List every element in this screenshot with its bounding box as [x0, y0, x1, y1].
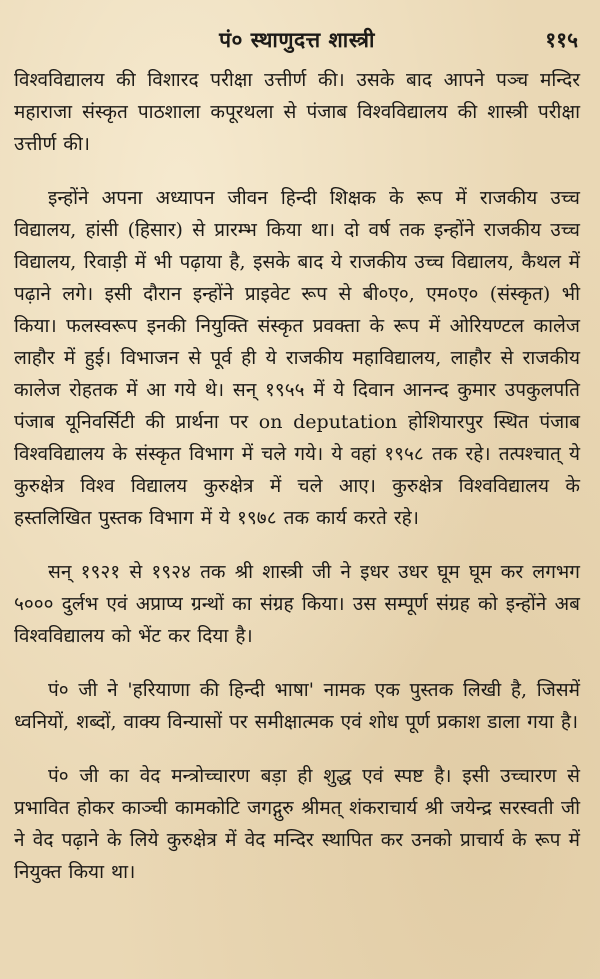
- page-number: ११५: [545, 27, 578, 52]
- running-head: पं० स्थाणुदत्त शास्त्री: [219, 27, 375, 52]
- body-text: [14, 64, 580, 888]
- paragraph-book: पं० जी ने 'हरियाणा की हिन्दी भाषा' नामक एक पुस्तक लिखी है, जिसमें ध्वनियों, शब्दों, वाक्य विन्यासों पर समीक्षात्मक एवं शोध पूर्ण प्रकाश डाला गया है।: [14, 679, 580, 733]
- paragraph-career: इन्होंने अपना अध्यापन जीवन हिन्दी शिक्षक के रूप में राजकीय उच्च विद्यालय, हांसी (हिसार) से प्रारम्भ किया था। दो वर्ष तक इन्होंने राजकीय उच्च विद्यालय, रिवाड़ी में भी पढ़ाया है, इसके बाद ये राजकीय उच्च विद्यालय, कैथल में पढ़ाने लगे। इसी दौरान इन्होंने प्राइवेट रूप से बी०ए०, एम०ए० (संस्कृत) भी किया। फलस्वरूप इनकी नियुक्ति संस्कृत प्रवक्ता के रूप में ओरियण्टल कालेज लाहौर में हुई। विभाजन से पूर्व ही ये राजकीय महाविद्यालय, लाहौर से राजकीय कालेज रोहतक में आ गये थे। सन् १९५५ में ये दिवान आनन्द कुमार उपकुलपति पंजाब यूनिवर्सिटी की प्रार्थना पर on deputation होशियारपुर स्थित पंजाब विश्वविद्यालय के संस्कृत विभाग में चले गये। ये वहां १९५८ तक रहे। तत्पश्चात् ये कुरुक्षेत्र विश्व विद्यालय कुरुक्षेत्र में चले आए। कुरुक्षेत्र विश्वविद्यालय के हस्तलिखित पुस्तक विभाग में ये १९७८ तक कार्य करते रहे।: [14, 187, 580, 529]
- page-header: [14, 26, 580, 62]
- paragraph-manuscript-collection: सन् १९२१ से १९२४ तक श्री शास्त्री जी ने इधर उधर घूम घूम कर लगभग ५००० दुर्लभ एवं अप्राप्य ग्रन्थों का संग्रह किया। उस सम्पूर्ण संग्रह को इन्होंने अब विश्वविद्यालय को भेंट कर दिया है।: [14, 561, 580, 647]
- paragraph-continuation: विश्वविद्यालय की विशारद परीक्षा उत्तीर्ण की। उसके बाद आपने पञ्च मन्दिर महाराजा संस्कृत पाठशाला कपूरथला से पंजाब विश्वविद्यालय की शास्त्री परीक्षा उत्तीर्ण की।: [14, 69, 580, 155]
- paragraph-veda-mandir: पं० जी का वेद मन्त्रोच्चारण बड़ा ही शुद्ध एवं स्पष्ट है। इसी उच्चारण से प्रभावित होकर काञ्ची कामकोटि जगद्गुरु श्रीमत् शंकराचार्य श्री जयेन्द्र सरस्वती जी ने वेद पढ़ाने के लिये कुरुक्षेत्र में वेद मन्दिर स्थापित कर उनको प्राचार्य के रूप में नियुक्त किया था।: [14, 765, 580, 883]
